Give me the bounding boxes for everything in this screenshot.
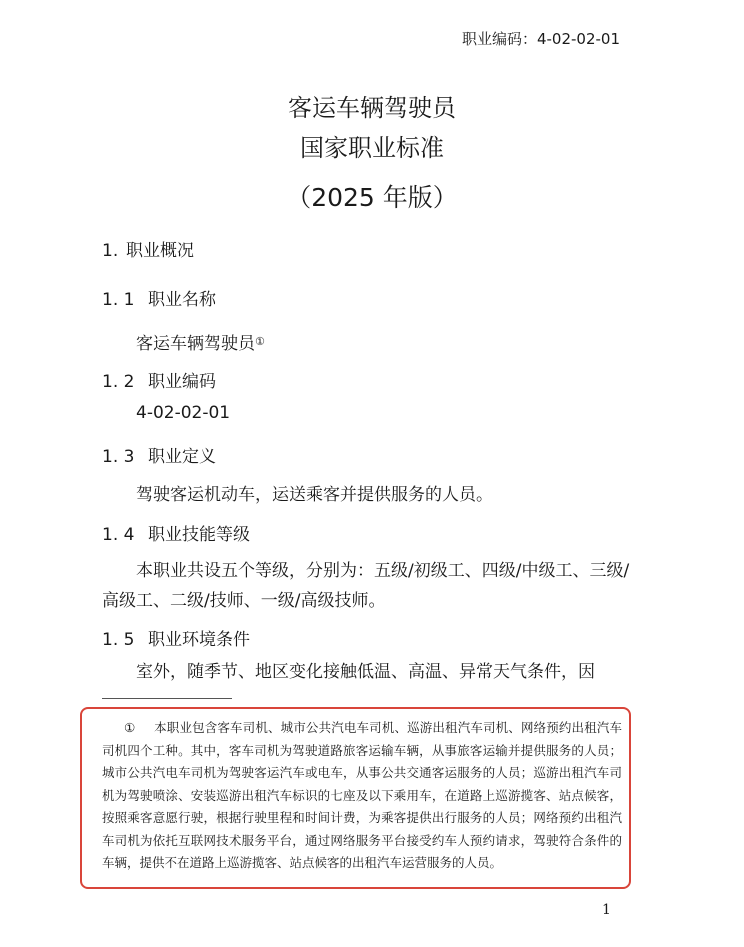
- section-1-4-heading: [102, 520, 250, 545]
- section-title: 职业概况: [126, 241, 194, 261]
- section-title: 职业技能等级: [148, 525, 250, 545]
- skill-levels-text: 本职业共设五个等级，分别为：五级/初级工、四级/中级工、三级/高级工、二级/技师、一级/高级技师。: [102, 561, 630, 611]
- document-subtitle: 国家职业标准: [300, 134, 444, 162]
- section-1-5-heading: [102, 625, 250, 650]
- section-number: 1.: [102, 241, 119, 261]
- section-title: 职业名称: [148, 290, 216, 310]
- section-number: 1. 5: [102, 630, 135, 650]
- document-edition: （2025 年版）: [286, 183, 458, 212]
- document-title: 客运车辆驾驶员: [288, 94, 456, 122]
- footnote-reference: ①: [255, 335, 265, 348]
- section-number: 1. 1: [102, 290, 135, 310]
- section-title: 职业环境条件: [148, 630, 250, 650]
- occupation-definition: 驾驶客运机动车，运送乘客并提供服务的人员。: [136, 485, 493, 505]
- occupation-name-text: 客运车辆驾驶员: [136, 334, 255, 354]
- occupation-code-header: 职业编码：4-02-02-01: [461, 30, 620, 48]
- section-number: 1. 4: [102, 525, 135, 545]
- environment-paragraph: [102, 657, 632, 687]
- footnote-mark: ①: [124, 720, 136, 735]
- section-1-3-heading: [102, 442, 216, 467]
- footnote-separator: [102, 698, 232, 699]
- footnote-text: 本职业包含客车司机、城市公共汽电车司机、巡游出租汽车司机、网络预约出租汽车司机四个工种。其中，客车司机为驾驶道路旅客运输车辆，从事旅客运输并提供服务的人员；城市公共汽电车司机为驾驶客运汽车或电车，从事公共交通客运服务的人员；巡游出租汽车司机为驾驶喷涂、安装巡游出租汽车标识的七座及以下乘用车，在道路上巡游揽客、站点候客，按照乘客意愿行驶，根据行驶里程和时间计费，为乘客提供出行服务的人员；网络预约出租汽车司机为依托互联网技术服务平台，通过网络服务平台接受约车人预约请求，驾驶符合条件的车辆，提供不在道路上巡游揽客、站点候客的出租汽车运营服务的人员。: [102, 720, 622, 870]
- page-number: 1: [602, 902, 611, 918]
- section-number: 1. 2: [102, 372, 135, 392]
- environment-text: 室外，随季节、地区变化接触低温、高温、异常天气条件，因: [136, 662, 595, 682]
- section-title: 职业编码: [148, 372, 216, 392]
- skill-levels-paragraph: [102, 556, 632, 616]
- section-title: 职业定义: [148, 447, 216, 467]
- section-1-heading: [102, 236, 194, 261]
- footnote: [102, 717, 622, 875]
- section-1-1-heading: [102, 285, 216, 310]
- section-number: 1. 3: [102, 447, 135, 467]
- occupation-code: 4-02-02-01: [136, 403, 231, 423]
- occupation-name: [136, 329, 265, 354]
- section-1-2-heading: [102, 367, 216, 392]
